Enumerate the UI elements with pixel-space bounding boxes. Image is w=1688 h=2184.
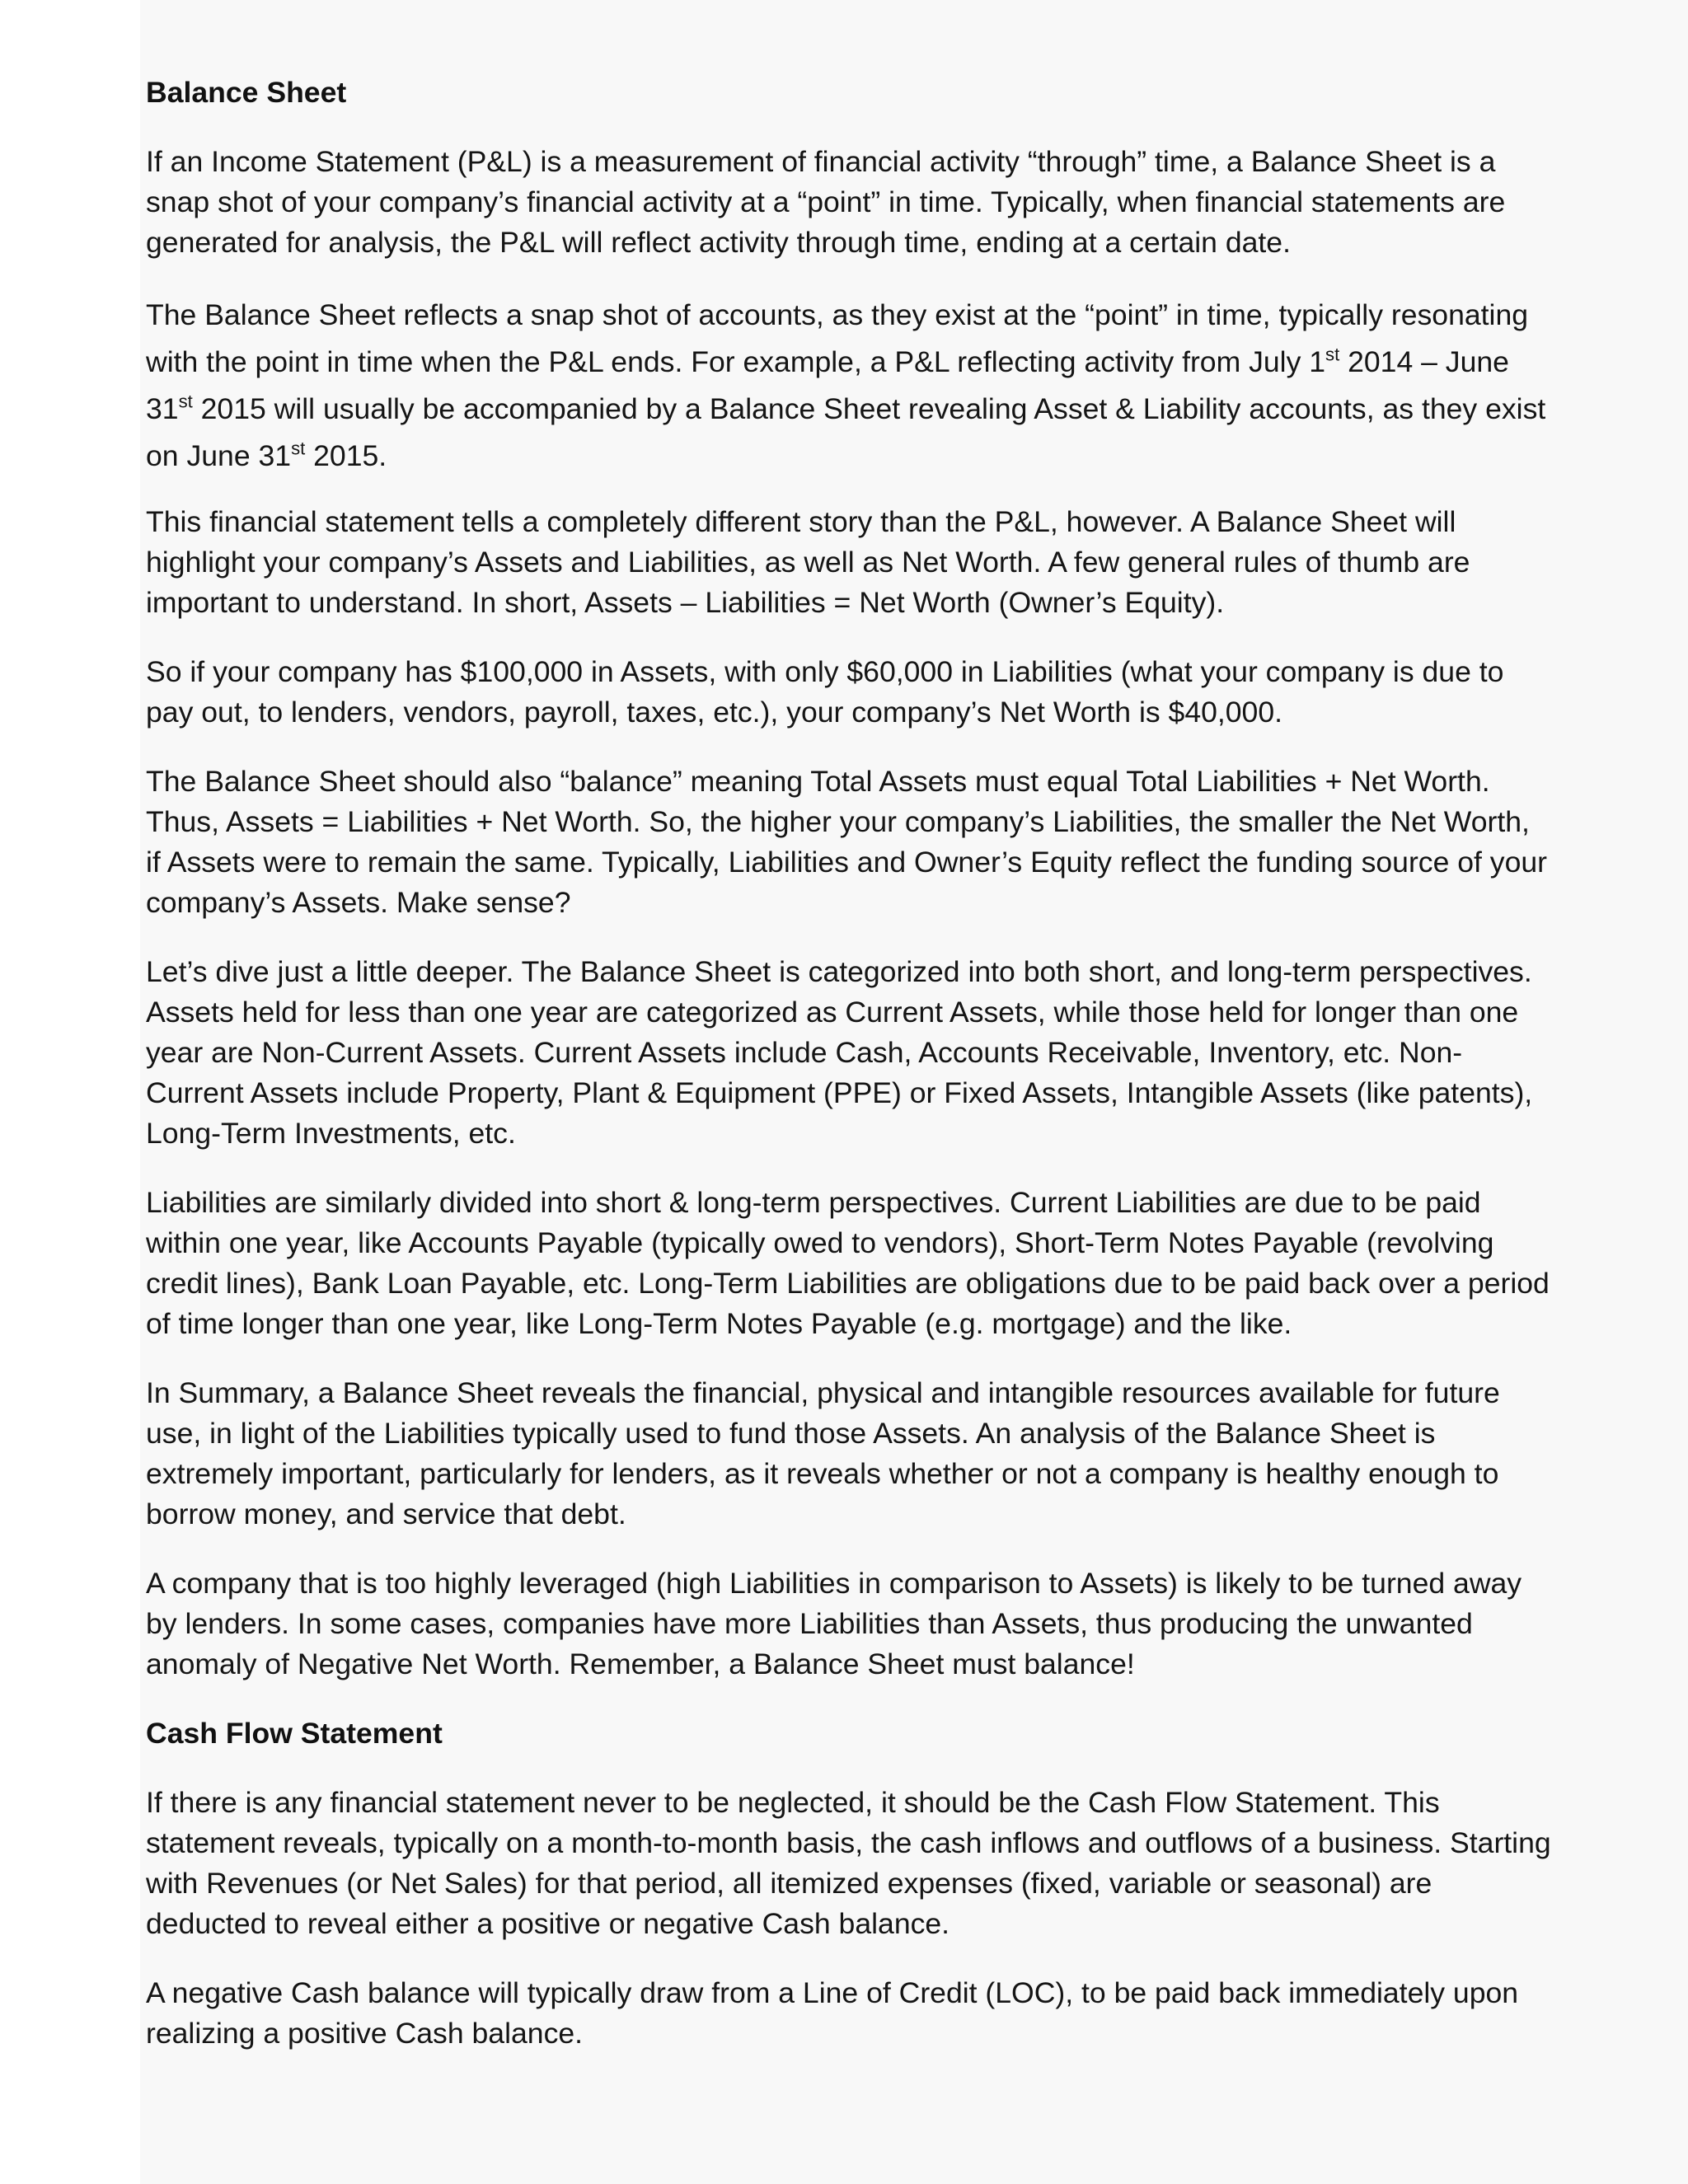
paragraph-with-dates (146, 292, 1551, 480)
paragraph: Liabilities are similarly divided into short & long-term perspectives. Current Liabilities are due to be paid within one year, like Accounts Payable (typically owed to vendors), Short-Term Notes Payable (revolving credit lines), Bank Loan Payable, etc. Long-Term Liabilities are obligations due to be paid back over a period of time longer than one year, like Long-Term Notes Payable (e.g. mortgage) and the like. (146, 1186, 1550, 1340)
section-heading-balance-sheet: Balance Sheet (146, 76, 347, 109)
text-run: 2015 will usually be accompanied by a Balance Sheet revealing Asset & Liability accounts, as they exist on June 31 (146, 392, 1546, 472)
cash-flow-section (146, 1713, 1551, 2054)
paragraph: A company that is too highly leveraged (high Liabilities in comparison to Assets) is likely to be turned away by lenders. In some cases, companies have more Liabilities than Assets, thus producing the unwanted anomaly of Negative Net Worth. Remember, a Balance Sheet must balance! (146, 1567, 1522, 1680)
ordinal-suffix: st (178, 391, 193, 412)
text-run: 2015. (305, 439, 387, 472)
document-body (146, 73, 1551, 2083)
paragraph: This financial statement tells a completely different story than the P&L, however. A Balance Sheet will highlight your company’s Assets and Liabilities, as well as Net Worth. A few general rules of thumb are important to understand. In short, Assets – Liabilities = Net Worth (Owner’s Equity). (146, 505, 1470, 619)
text-run: The Balance Sheet reflects a snap shot of accounts, as they exist at the “point” in time, typically resonating with the point in time when the P&L ends. For example, a P&L reflecting activity from July 1 (146, 298, 1529, 378)
paragraph: If there is any financial statement never to be neglected, it should be the Cash Flow Statement. This statement reveals, typically on a month-to-month basis, the cash inflows and outflows of a business. Starting with Revenues (or Net Sales) for that period, all itemized expenses (fixed, variable or seasonal) are deducted to reveal either a positive or negative Cash balance. (146, 1786, 1551, 1940)
ordinal-suffix: st (1325, 344, 1340, 365)
paragraph: The Balance Sheet should also “balance” meaning Total Assets must equal Total Liabilities + Net Worth. Thus, Assets = Liabilities + Net Worth. So, the higher your company’s Liabilities, the smaller the Net Worth, if Assets were to remain the same. Typically, Liabilities and Owner’s Equity reflect the funding source of your company’s Assets. Make sense? (146, 765, 1548, 919)
section-heading-cash-flow: Cash Flow Statement (146, 1717, 443, 1750)
text-run: 2014 – June 31 (146, 345, 1509, 425)
paragraph: If an Income Statement (P&L) is a measurement of financial activity “through” time, a Balance Sheet is a snap shot of your company’s financial activity at a “point” in time. Typically, when financial statements are generated for analysis, the P&L will reflect activity through time, ending at a certain date. (146, 145, 1506, 259)
paragraph: So if your company has $100,000 in Assets, with only $60,000 in Liabilities (what your company is due to pay out, to lenders, vendors, payroll, taxes, etc.), your company’s Net Worth is $40,000. (146, 655, 1504, 729)
balance-sheet-section (146, 73, 1551, 1685)
paragraph: In Summary, a Balance Sheet reveals the financial, physical and intangible resources available for future use, in light of the Liabilities typically used to fund those Assets. An analysis of the Balance Sheet is extremely important, particularly for lenders, as it reveals whether or not a company is healthy enough to borrow money, and service that debt. (146, 1376, 1500, 1530)
paragraph: Let’s dive just a little deeper. The Balance Sheet is categorized into both short, and long-term perspectives. Assets held for less than one year are categorized as Current Assets, while those held for longer than one year are Non-Current Assets. Current Assets include Cash, Accounts Receivable, Inventory, etc. Non-Current Assets include Property, Plant & Equipment (PPE) or Fixed Assets, Intangible Assets (like patents), Long-Term Investments, etc. (146, 955, 1533, 1150)
paragraph: A negative Cash balance will typically draw from a Line of Credit (LOC), to be paid back immediately upon realizing a positive Cash balance. (146, 1976, 1519, 2050)
ordinal-suffix: st (291, 438, 306, 459)
